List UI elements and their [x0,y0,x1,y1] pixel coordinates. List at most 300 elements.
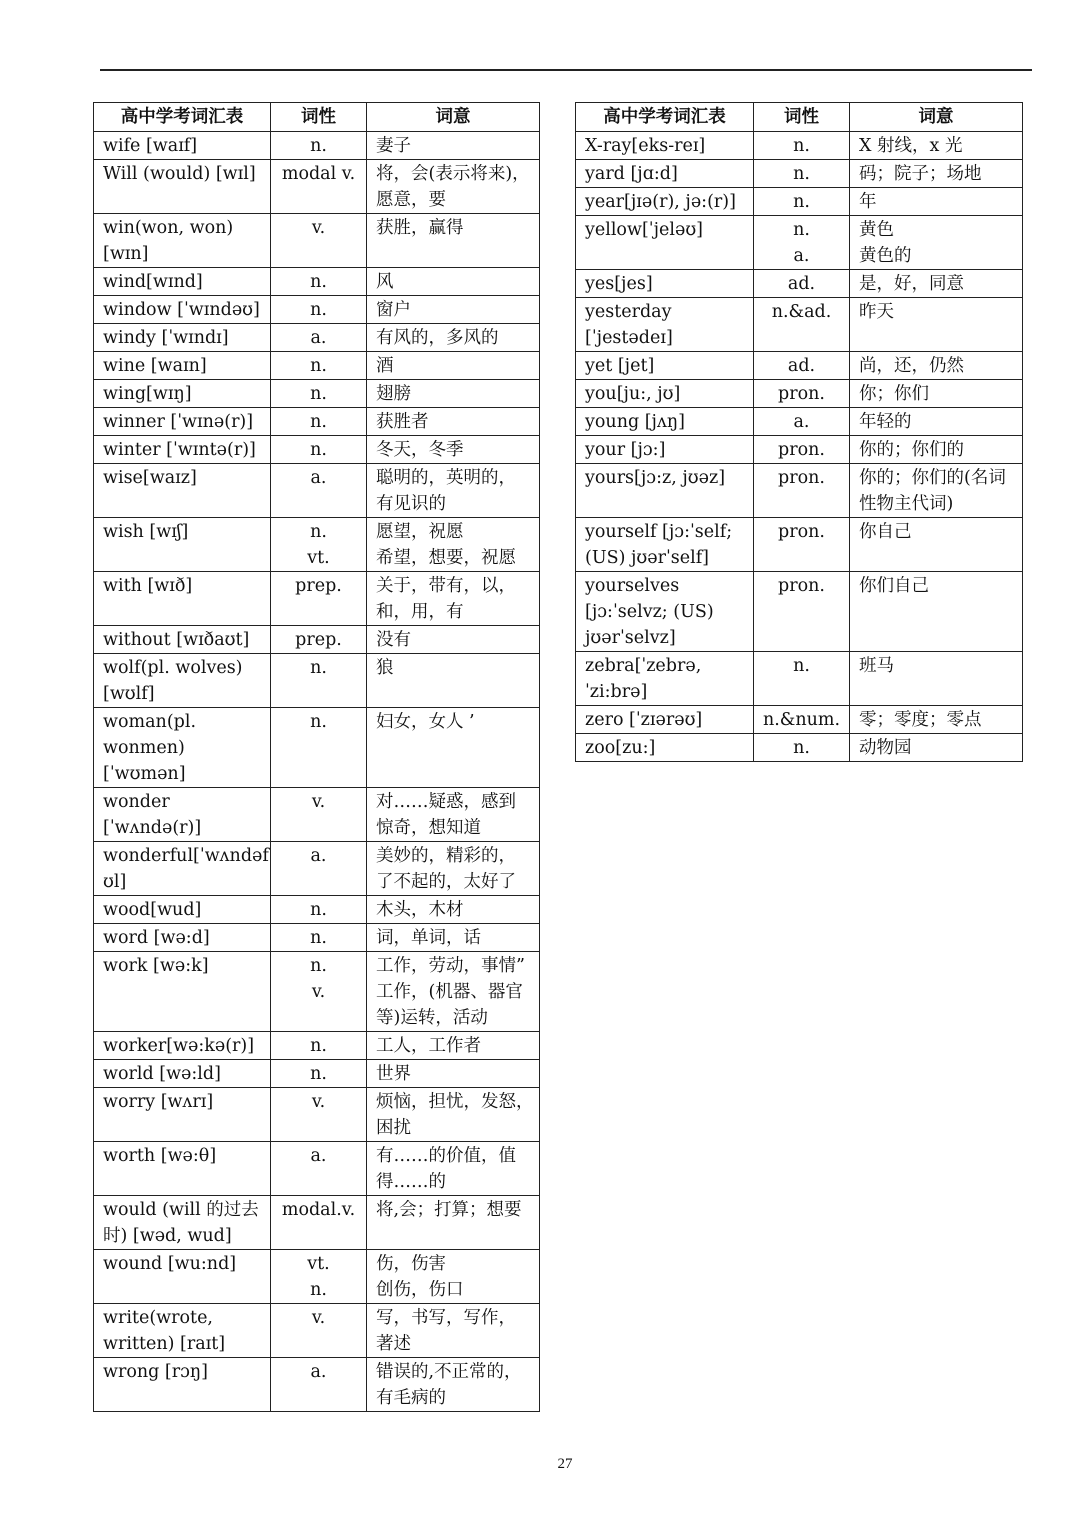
vocab-table-right [575,102,1023,762]
meaning-line: 错误的,不正常的， [376,1362,522,1382]
pos-cell [271,626,367,654]
word-cell [576,132,754,160]
word-line: [wʊlf] [103,684,155,704]
pos-line: n. [310,712,327,732]
pos-line: a. [310,846,327,866]
table-row [94,788,540,842]
pos-cell [271,296,367,324]
meaning-line: 零；零度；零点 [859,710,982,730]
meaning-cell [850,380,1023,408]
word-line: worry [wʌrɪ] [103,1092,214,1112]
table-row [94,518,540,572]
word-cell [94,1032,271,1060]
word-line: wonmen) [ˈwʊmən] [103,738,186,784]
meaning-line: 得……的 [376,1172,446,1192]
word-cell [576,572,754,652]
word-cell [94,896,271,924]
meaning-line: 木头，木材 [376,900,464,920]
pos-cell [754,380,850,408]
meaning-cell [850,464,1023,518]
pos-line: n. [793,136,810,156]
meaning-line: 黄色的 [859,246,912,266]
pos-cell [271,708,367,788]
word-line: wind[wɪnd] [103,272,203,292]
meaning-line: 冬天，冬季 [376,440,464,460]
meaning-line: 是，好，同意 [859,274,964,294]
word-line: your [jɔ:] [585,440,666,460]
pos-cell [271,1032,367,1060]
header-word: 高中学考词汇表 [576,103,754,132]
word-cell [94,132,271,160]
meaning-line: 有风的，多风的 [376,328,499,348]
pos-line: n. [310,1064,327,1084]
meaning-cell [367,436,540,464]
pos-line: n. [793,656,810,676]
meaning-cell [367,1088,540,1142]
table-row [94,132,540,160]
pos-line: ad. [787,274,816,294]
vocab-table-left [93,102,540,1412]
pos-cell [754,352,850,380]
meaning-cell [367,1304,540,1358]
word-cell [94,296,271,324]
word-line: wrong [rɔŋ] [103,1362,209,1382]
table-row [576,352,1023,380]
pos-cell [271,352,367,380]
pos-cell [271,380,367,408]
meaning-cell [850,160,1023,188]
pos-cell [754,270,850,298]
word-cell [576,380,754,408]
table-row [576,436,1023,464]
meaning-cell [367,708,540,788]
table-row [94,268,540,296]
meaning-line: 你的；你们的 [859,440,964,460]
meaning-line: 愿望，祝愿 [376,522,464,542]
pos-line: a. [793,412,810,432]
pos-line: n. [310,272,327,292]
word-cell [94,924,271,952]
pos-cell [271,788,367,842]
meaning-line: 妻子 [376,136,411,156]
word-line: yet [jet] [585,356,655,376]
table-row [94,436,540,464]
word-line: wise[waɪz] [103,468,197,488]
pos-line: n. [310,900,327,920]
word-line: wound [wu:nd] [103,1254,237,1274]
pos-line: ad. [787,356,816,376]
table-row [94,1060,540,1088]
word-line: window [ˈwɪndəʊ] [103,300,260,320]
word-line: woman(pl. [103,712,197,732]
pos-line: n. [793,738,810,758]
word-cell [94,464,271,518]
pos-line: pron. [778,384,825,404]
pos-line: modal v. [281,164,356,184]
word-cell [94,214,271,268]
meaning-line: 将,会；打算；想要 [376,1200,522,1220]
pos-cell [754,188,850,216]
word-cell [576,464,754,518]
table-row [94,296,540,324]
meaning-cell [367,352,540,380]
word-line: [wɪn] [103,244,149,264]
table-row [94,1032,540,1060]
meaning-cell [367,268,540,296]
word-cell [576,436,754,464]
meaning-cell [367,408,540,436]
meaning-cell [367,924,540,952]
table-row [94,380,540,408]
table-row [576,734,1023,762]
word-line: yourselves [585,576,680,596]
pos-line: v. [311,982,326,1002]
pos-cell [271,1250,367,1304]
meaning-line: 愿意，要 [376,190,446,210]
pos-cell [754,408,850,436]
meaning-cell [367,952,540,1032]
word-cell [94,1088,271,1142]
table-header-row [94,103,540,132]
meaning-line: 烦恼，担忧，发怒， [376,1092,534,1112]
word-line: yourself [jɔ:ˈself; [585,522,733,542]
meaning-line: 酒 [376,356,394,376]
word-line: zebra[ˈzebrə, [585,656,702,676]
meaning-cell [367,464,540,518]
header-pos: 词性 [754,103,850,132]
word-cell [94,842,271,896]
pos-cell [271,408,367,436]
table-row [94,708,540,788]
table-row [94,654,540,708]
meaning-line: 和，用，有 [376,602,464,622]
meaning-line: 世界 [376,1064,411,1084]
pos-cell [271,572,367,626]
meaning-cell [850,518,1023,572]
word-line: 时) [wəd, wud] [103,1226,232,1246]
pos-line: vt. [307,548,330,568]
meaning-cell [367,572,540,626]
meaning-line: 班马 [859,656,894,676]
word-cell [94,518,271,572]
table-row [576,518,1023,572]
pos-line: n. [310,956,327,976]
word-cell [576,352,754,380]
table-row [576,132,1023,160]
table-row [94,352,540,380]
meaning-line: 窗户 [376,300,411,320]
pos-cell [271,1196,367,1250]
meaning-cell [367,842,540,896]
pos-cell [754,706,850,734]
meaning-cell [367,518,540,572]
table-row [94,214,540,268]
meaning-cell [367,896,540,924]
meaning-cell [850,408,1023,436]
word-line: wood[wud] [103,900,202,920]
pos-cell [271,654,367,708]
meaning-cell [367,1142,540,1196]
pos-line: a. [793,246,810,266]
table-row [94,842,540,896]
word-line: would (will 的过去 [103,1200,259,1220]
word-line: wing[wɪŋ] [103,384,192,404]
table-row [576,464,1023,518]
word-line: winter [ˈwɪntə(r)] [103,440,256,460]
word-line: [jɔ:ˈselvz; (US) [585,602,714,622]
pos-cell [271,842,367,896]
meaning-line: 惊奇，想知道 [376,818,481,838]
word-line: winner [ˈwɪnə(r)] [103,412,254,432]
word-cell [94,436,271,464]
meaning-cell [850,188,1023,216]
meaning-cell [367,788,540,842]
word-line: wolf(pl. wolves) [103,658,243,678]
word-cell [94,324,271,352]
table-row [94,626,540,654]
meaning-cell [850,652,1023,706]
meaning-line: 等)运转，活动 [376,1008,488,1028]
meaning-cell [367,214,540,268]
pos-line: a. [310,1362,327,1382]
table-row [576,270,1023,298]
meaning-line: X 射线，x 光 [859,136,963,156]
pos-cell [754,436,850,464]
word-line: wine [waɪn] [103,356,207,376]
pos-cell [271,1142,367,1196]
table-row [94,408,540,436]
meaning-cell [367,1196,540,1250]
header-meaning: 词意 [367,103,540,132]
table-row [94,924,540,952]
word-cell [94,268,271,296]
word-cell [576,270,754,298]
word-line: ʊl] [103,872,127,892]
table-row [576,160,1023,188]
header-rule [100,69,1032,71]
word-cell [576,188,754,216]
word-line: year[jɪə(r), jə:(r)] [585,192,736,212]
word-cell [576,298,754,352]
word-cell [576,706,754,734]
pos-cell [271,160,367,214]
word-line: jʊərˈselvz] [585,628,676,648]
word-line: yard [jɑ:d] [585,164,678,184]
meaning-line: 对……疑惑，感到 [376,792,516,812]
pos-line: n.&num. [762,710,841,730]
word-line: word [wə:d] [103,928,210,948]
meaning-line: 工作，(机器、器官 [376,982,523,1002]
pos-cell [271,464,367,518]
meaning-cell [850,352,1023,380]
meaning-line: 困扰 [376,1118,411,1138]
table-row [94,952,540,1032]
word-cell [576,518,754,572]
word-cell [576,160,754,188]
word-line: zero [ˈzɪərəʊ] [585,710,703,730]
word-cell [94,788,271,842]
page-number: 27 [557,1456,573,1472]
word-cell [94,1304,271,1358]
table-row [94,1304,540,1358]
pos-line: v. [311,1308,326,1328]
pos-cell [271,132,367,160]
meaning-cell [850,216,1023,270]
vocab-rows-left [94,132,540,1412]
pos-cell [271,1304,367,1358]
word-line: ˈzi:brə] [585,682,648,702]
meaning-line: 获胜，赢得 [376,218,464,238]
meaning-line: 昨天 [859,302,894,322]
meaning-cell [367,1358,540,1412]
word-cell [94,352,271,380]
pos-line: prep. [295,630,342,650]
pos-cell [754,132,850,160]
table-row [576,408,1023,436]
word-cell [94,708,271,788]
pos-line: vt. [307,1254,330,1274]
header-pos: 词性 [271,103,367,132]
table-row [576,188,1023,216]
pos-cell [754,518,850,572]
word-line: world [wə:ld] [103,1064,221,1084]
meaning-line: 你的；你们的(名词 [859,468,1006,488]
meaning-cell [367,1250,540,1304]
meaning-line: 有……的价值，值 [376,1146,516,1166]
word-line: wonderful[ˈwʌndəf [103,846,269,866]
table-row [94,1358,540,1412]
word-line: you[ju:, jʊ] [585,384,681,404]
header-meaning: 词意 [850,103,1023,132]
word-cell [94,1060,271,1088]
meaning-line: 翅膀 [376,384,411,404]
word-line: young [jʌŋ] [585,412,685,432]
word-cell [94,408,271,436]
table-row [576,216,1023,270]
word-line: with [wɪð] [103,576,193,596]
table-row [576,298,1023,352]
pos-line: n. [310,412,327,432]
meaning-line: 黄色 [859,220,894,240]
word-cell [94,654,271,708]
word-cell [576,734,754,762]
word-line: yellow[ˈjeləʊ] [585,220,704,240]
table-row [576,572,1023,652]
word-cell [94,626,271,654]
word-line: windy [ˈwɪndɪ] [103,328,229,348]
table-row [576,706,1023,734]
meaning-line: 妇女，女人 ’ [376,712,475,732]
pos-cell [754,734,850,762]
pos-cell [271,1358,367,1412]
pos-line: n. [310,658,327,678]
meaning-cell [850,132,1023,160]
table-row [576,380,1023,408]
pos-cell [754,160,850,188]
pos-cell [754,216,850,270]
pos-line: n. [310,300,327,320]
pos-line: modal.v. [281,1200,356,1220]
word-line: work [wə:k] [103,956,209,976]
meaning-cell [367,296,540,324]
word-cell [576,408,754,436]
pos-line: n. [310,1280,327,1300]
pos-line: n. [310,1036,327,1056]
word-line: (US) jʊərˈself] [585,548,710,568]
meaning-cell [367,1032,540,1060]
word-line: X-ray[eks-reɪ] [585,136,706,156]
table-row [94,1088,540,1142]
table-row [94,1250,540,1304]
table-row [94,324,540,352]
meaning-line: 将，会(表示将来)， [376,164,530,184]
meaning-line: 希望，想要，祝愿 [376,548,516,568]
meaning-line: 美妙的，精彩的， [376,846,516,866]
pos-cell [754,652,850,706]
table-row [94,572,540,626]
word-cell [94,1250,271,1304]
meaning-line: 你自己 [859,522,912,542]
pos-cell [271,1088,367,1142]
meaning-line: 年轻的 [859,412,912,432]
pos-line: pron. [778,576,825,596]
pos-cell [271,1060,367,1088]
pos-line: v. [311,1092,326,1112]
pos-line: a. [310,1146,327,1166]
pos-line: n. [310,136,327,156]
meaning-line: 了不起的，太好了 [376,872,516,892]
meaning-line: 狼 [376,658,394,678]
table-row [94,1142,540,1196]
word-cell [94,1358,271,1412]
meaning-line: 写，书写，写作， [376,1308,516,1328]
pos-line: n. [793,192,810,212]
word-cell [94,160,271,214]
meaning-cell [850,298,1023,352]
pos-line: n. [310,440,327,460]
pos-line: v. [311,792,326,812]
pos-line: n. [310,384,327,404]
pos-line: n. [310,928,327,948]
meaning-line: 年 [859,192,877,212]
pos-line: pron. [778,522,825,542]
meaning-cell [367,132,540,160]
pos-cell [271,896,367,924]
table-row [576,652,1023,706]
meaning-line: 聪明的，英明的， [376,468,516,488]
word-line: yes[jes] [585,274,653,294]
meaning-line: 码；院子；场地 [859,164,982,184]
word-cell [94,1142,271,1196]
meaning-cell [367,324,540,352]
word-cell [94,1196,271,1250]
word-line: worth [wə:θ] [103,1146,217,1166]
meaning-line: 你；你们 [859,384,929,404]
table-header-row [576,103,1023,132]
meaning-cell [367,1060,540,1088]
pos-line: v. [311,218,326,238]
word-line: wish [wɪʃ] [103,522,189,542]
meaning-line: 没有 [376,630,411,650]
word-line: without [wɪðaʊt] [103,630,250,650]
meaning-line: 性物主代词) [859,494,954,514]
pos-cell [271,518,367,572]
meaning-cell [850,436,1023,464]
pos-line: n. [793,164,810,184]
pos-cell [271,952,367,1032]
pos-cell [754,572,850,652]
pos-cell [271,214,367,268]
